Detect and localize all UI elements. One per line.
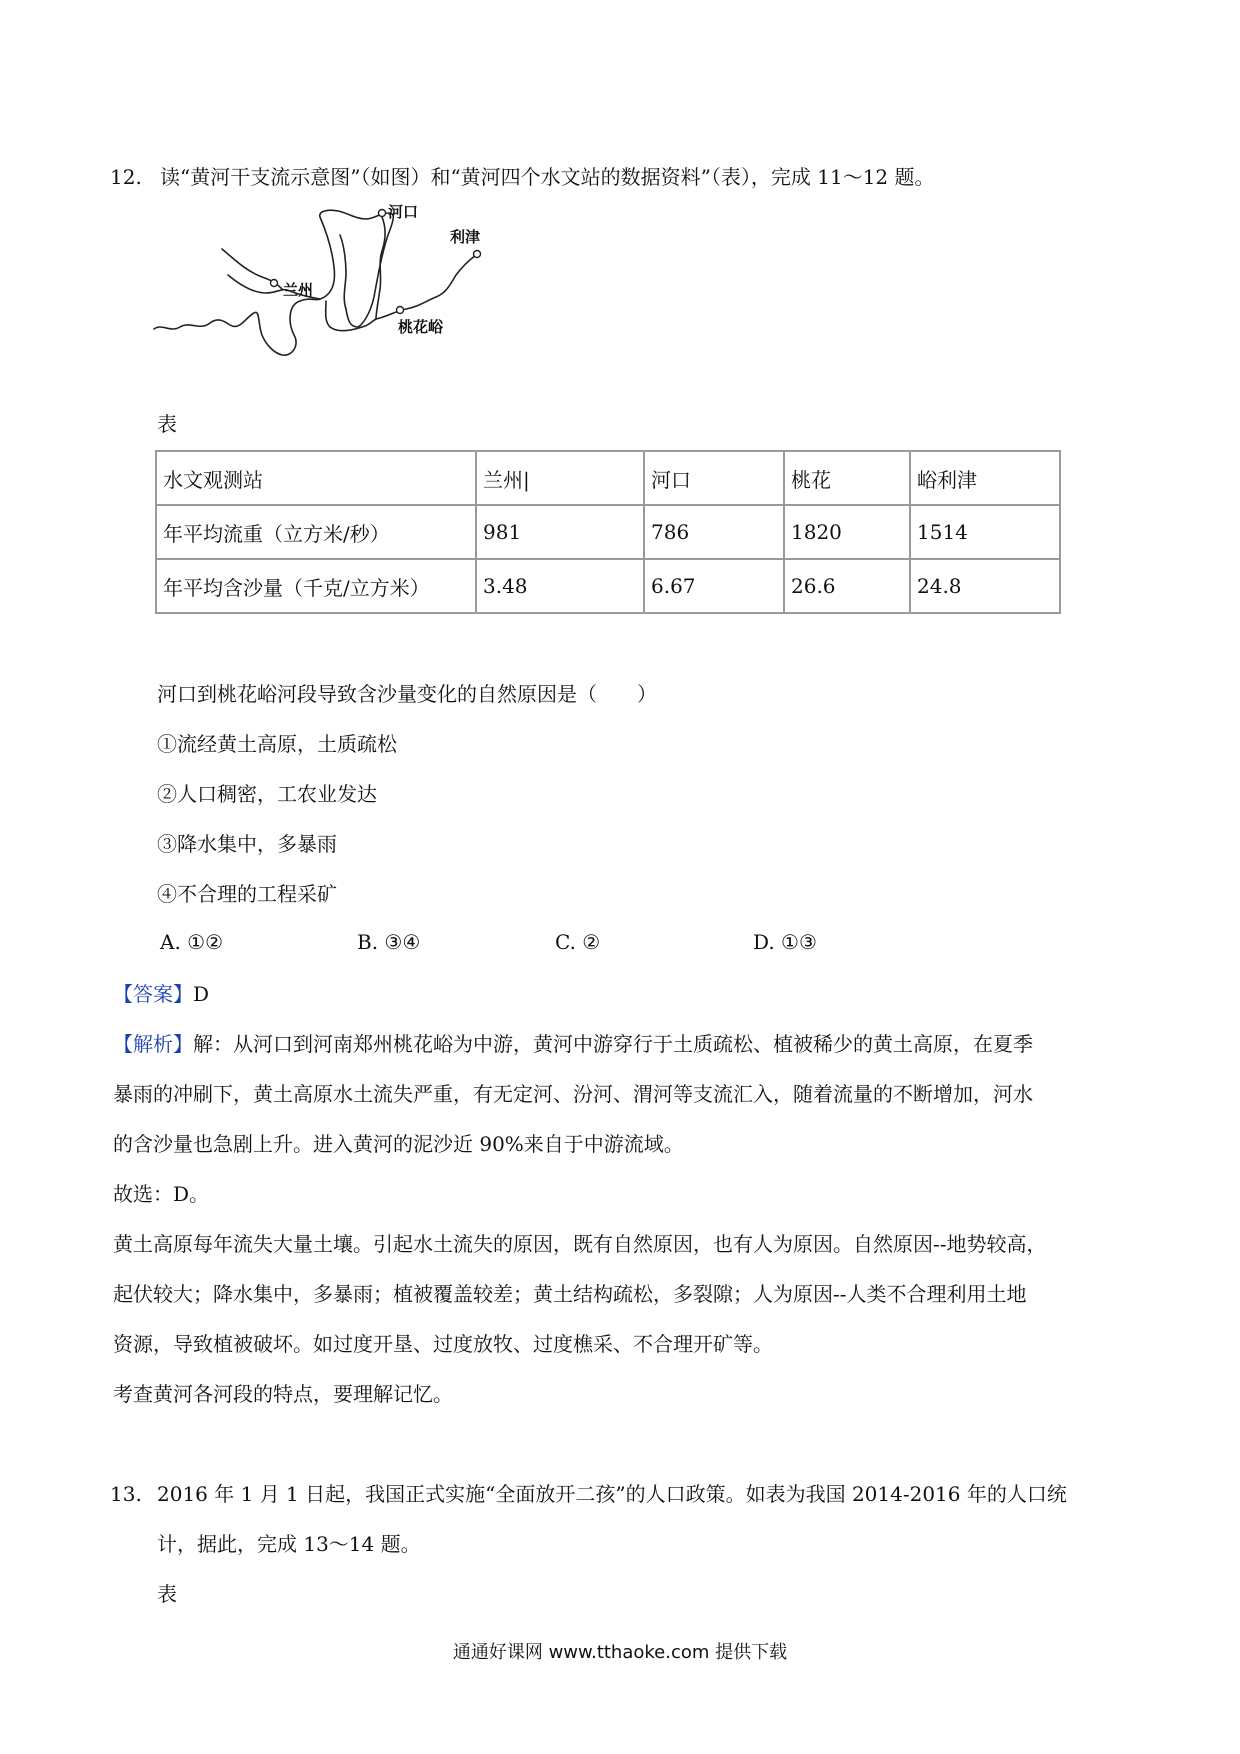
- analysis-text-first: 解：从河口到河南郑州桃花峪为中游，黄河中游穿行于土质疏松、植被稀少的黄土高原，在夏季: [193, 1032, 1033, 1056]
- river-upper-main: [154, 299, 320, 355]
- station-hekou-marker: [379, 210, 386, 217]
- station-taohuayu-marker: [397, 307, 404, 314]
- statement-2: ②人口稠密，工农业发达: [157, 782, 377, 806]
- table-cell: 24.8: [910, 559, 1060, 613]
- table-row: [156, 451, 1060, 505]
- statement-4: ④不合理的工程采矿: [157, 882, 337, 906]
- analysis-line: 故选：D。: [113, 1182, 210, 1206]
- map-label-lijin: 利津: [450, 228, 481, 246]
- river-main-lower: [326, 301, 376, 331]
- answer-label: 【答案】: [113, 982, 193, 1006]
- question-13-stem-line1: 2016 年 1 月 1 日起，我国正式实施“全面放开二孩”的人口政策。如表为我国 2014-2016 年的人口统: [157, 1482, 1067, 1506]
- table-cell: 年平均流重（立方米/秒）: [156, 505, 476, 559]
- answer-options: [160, 930, 1060, 960]
- statement-3: ③降水集中，多暴雨: [157, 832, 337, 856]
- page-footer: 通通好课网 www.tthaoke.com 提供下载: [452, 1642, 788, 1663]
- table-row: [156, 505, 1060, 559]
- table-cell: 6.67: [644, 559, 784, 613]
- river-lower-reach: [376, 255, 476, 319]
- analysis-line: 暴雨的冲刷下，黄土高原水土流失严重，有无定河、汾河、渭河等支流汇入，随着流量的不断增加，河水: [113, 1082, 1033, 1106]
- option-a: A. ①②: [160, 930, 224, 954]
- station-lijin-marker: [474, 251, 481, 258]
- yellow-river-map: [150, 205, 550, 380]
- option-b: B. ③④: [357, 930, 421, 954]
- table-cell: 年平均含沙量（千克/立方米）: [156, 559, 476, 613]
- question-12-stem: 读“黄河干支流示意图”（如图）和“黄河四个水文站的数据资料”（表），完成 11～12 题。: [160, 165, 935, 189]
- table-cell: 桃花: [784, 451, 910, 505]
- option-c: C. ②: [555, 930, 601, 954]
- table-cell: 3.48: [476, 559, 644, 613]
- analysis-line: 资源，导致植被破坏。如过度开垦、过度放牧、过度樵采、不合理开矿等。: [113, 1332, 773, 1356]
- option-d: D. ①③: [753, 930, 817, 954]
- table-caption: 表: [157, 412, 177, 436]
- analysis-line: 起伏较大；降水集中，多暴雨；植被覆盖较差；黄土结构疏松，多裂隙；人为原因--人类不合理利用土地: [113, 1282, 1027, 1306]
- table-cell: 1820: [784, 505, 910, 559]
- question-12-prompt: 河口到桃花峪河段导致含沙量变化的自然原因是（ ）: [157, 682, 657, 706]
- statement-1: ①流经黄土高原，土质疏松: [157, 732, 397, 756]
- table-cell: 峪利津: [910, 451, 1060, 505]
- map-label-lanzhou: 兰州: [283, 281, 314, 299]
- yellow-river-map-svg: [150, 205, 550, 380]
- table-cell: 兰州|: [476, 451, 644, 505]
- station-lanzhou-marker: [271, 280, 278, 287]
- map-label-taohuayu: 桃花峪: [398, 318, 444, 336]
- river-tributary-east: [376, 217, 385, 319]
- table-cell: 河口: [644, 451, 784, 505]
- table-cell: 水文观测站: [156, 451, 476, 505]
- river-tributary-inner: [340, 235, 346, 309]
- analysis-label: 【解析】: [113, 1032, 193, 1056]
- map-label-hekou: 河口: [388, 203, 419, 221]
- river-main-loop: [320, 210, 394, 327]
- table-cell: 1514: [910, 505, 1060, 559]
- question-13-stem-line2: 计，据此，完成 13～14 题。: [157, 1532, 421, 1556]
- table-caption-13: 表: [157, 1582, 177, 1606]
- answer-line: [113, 980, 209, 1008]
- question-number-12: 12.: [110, 165, 142, 189]
- table-cell: 786: [644, 505, 784, 559]
- analysis-line: 黄土高原每年流失大量土壤。引起水土流失的原因，既有自然原因，也有人为原因。自然原因--地势较高，: [113, 1232, 1047, 1256]
- analysis-line: 考查黄河各河段的特点，要理解记忆。: [113, 1382, 453, 1406]
- table-cell: 26.6: [784, 559, 910, 613]
- analysis-first-line: [113, 1030, 1033, 1058]
- analysis-line: 的含沙量也急剧上升。进入黄河的泥沙近 90%来自于中游流域。: [113, 1132, 684, 1156]
- answer-value: D: [193, 982, 210, 1006]
- question-number-13: 13.: [110, 1482, 142, 1506]
- table-cell: 981: [476, 505, 644, 559]
- hydrology-data-table: [155, 450, 1061, 614]
- table-row: [156, 559, 1060, 613]
